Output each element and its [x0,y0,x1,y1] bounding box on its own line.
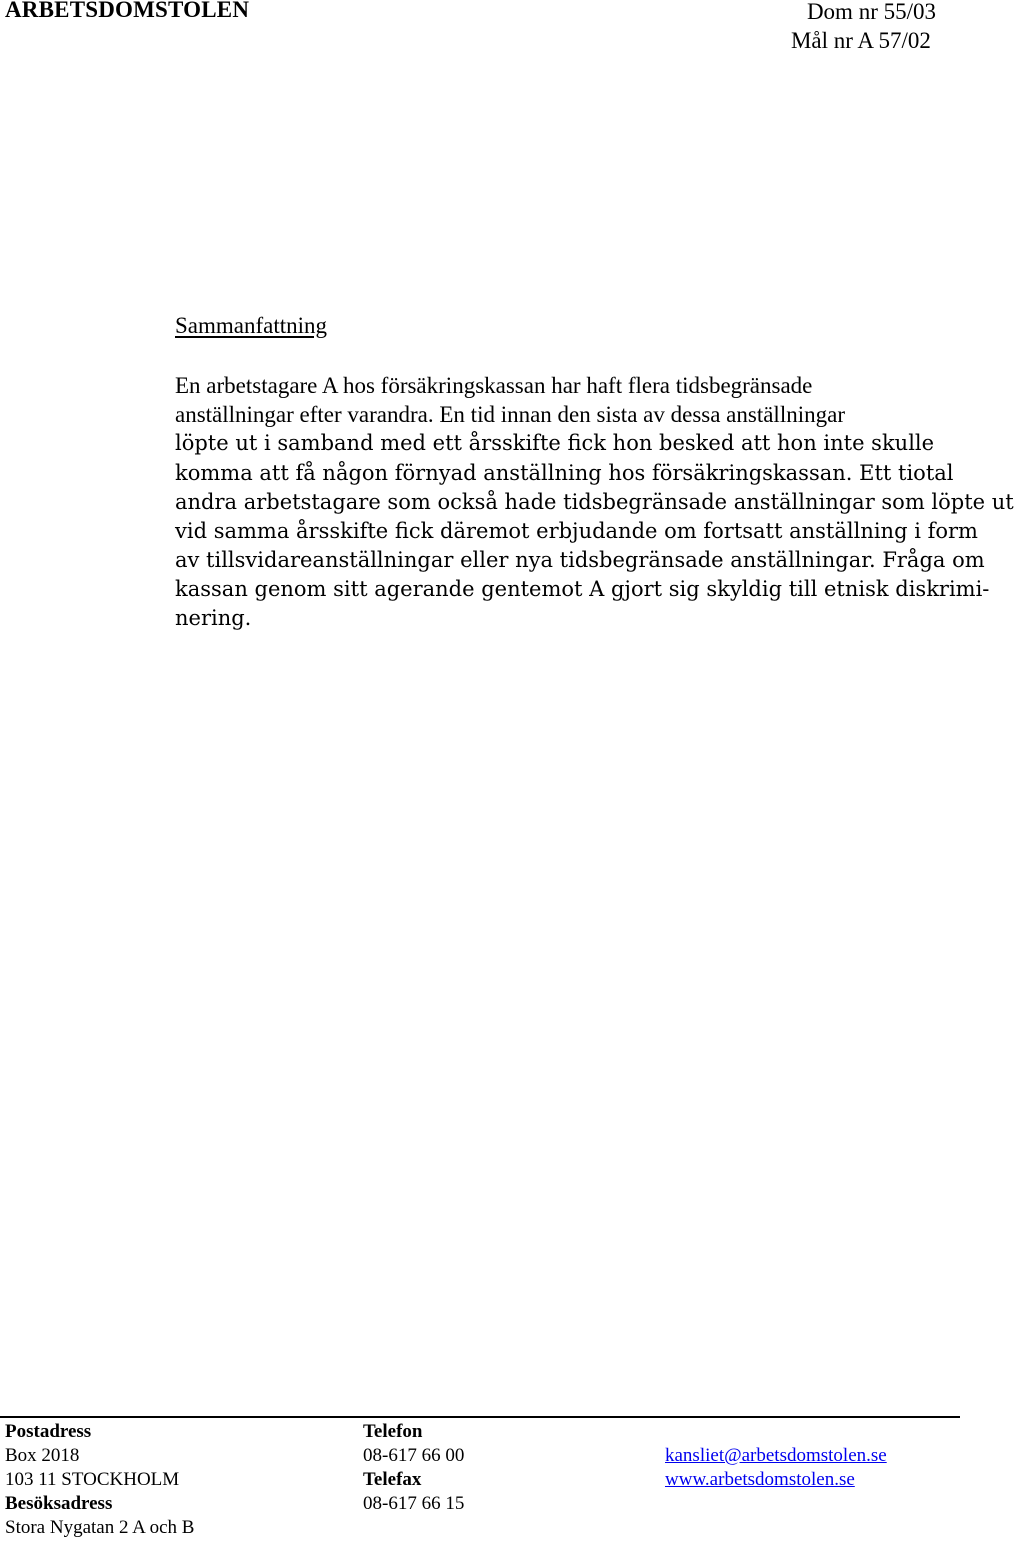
summary-line: löpte ut i samband med ett årsskifte fick hon besked att hon inte skulle [175,431,935,455]
website-link[interactable]: www.arbetsdomstolen.se [665,1469,855,1490]
summary-line: En arbetstagare A hos försäkringskassan har haft flera tidsbegränsade [175,373,813,398]
footer-divider [0,1416,960,1418]
fax-label: Telefax [363,1469,422,1490]
email-link[interactable]: kansliet@arbetsdomstolen.se [665,1445,887,1466]
summary-line: andra arbetstagare som också hade tidsbegränsade anställningar som löpte ut [175,490,1014,514]
judgment-number: Dom nr 55/03 [806,0,936,24]
case-numbers [791,0,936,55]
summary-heading: Sammanfattning [175,313,328,338]
summary-line: nering. [175,606,252,630]
fax-number: 08-617 66 15 [363,1493,465,1514]
summary-line: komma att få någon förnyad anställning hos försäkringskassan. Ett tiotal [175,461,954,485]
summary-text [175,371,1014,633]
footer-contact-column [665,1444,887,1492]
postal-city: 103 11 STOCKHOLM [5,1469,180,1490]
postal-box: Box 2018 [5,1445,80,1466]
summary-line: vid samma årsskifte fick däremot erbjudande om fortsatt anställning i form [175,519,978,543]
phone-label: Telefon [363,1421,423,1442]
court-name: ARBETSDOMSTOLEN [5,0,250,22]
case-number: Mål nr A 57/02 [790,28,931,53]
phone-number: 08-617 66 00 [363,1445,465,1466]
visiting-street: Stora Nygatan 2 A och B [5,1517,195,1538]
summary-line: kassan genom sitt agerande gentemot A gjort sig skyldig till etnisk diskrimi- [175,577,990,601]
summary-line: anställningar efter varandra. En tid innan den sista av dessa anställningar [175,402,845,427]
footer-phone-column [363,1420,464,1516]
visiting-address-label: Besöksadress [5,1493,113,1514]
summary-line: av tillsvidareanställningar eller nya tidsbegränsade anställningar. Fråga om [175,548,985,572]
footer-address-column [5,1420,194,1540]
postal-address-label: Postadress [5,1421,92,1442]
